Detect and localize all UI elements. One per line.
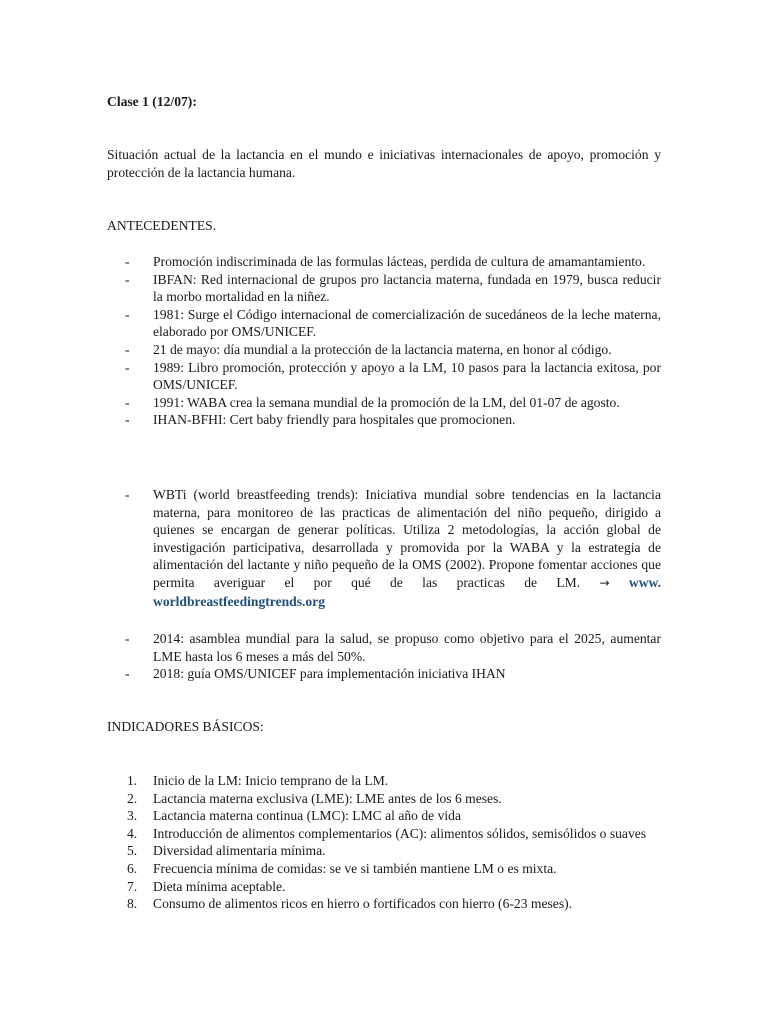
indicadores-list	[107, 772, 661, 913]
list-item	[107, 306, 661, 341]
list-item-wbti	[107, 486, 661, 610]
list-item	[107, 341, 661, 359]
list-item-text: Diversidad alimentaria mínima.	[153, 843, 326, 859]
list-marker: -	[125, 412, 130, 428]
list-item	[107, 860, 661, 878]
list-number: 8.	[127, 896, 138, 912]
list-marker: -	[125, 306, 130, 322]
list-number: 6.	[127, 860, 138, 876]
list-item	[107, 411, 661, 429]
list-item-text: Frecuencia mínima de comidas: se ve si también mantiene LM o es mixta.	[153, 860, 557, 876]
wbti-block	[107, 486, 661, 610]
list-item-text: Promoción indiscriminada de las formulas lácteas, perdida de cultura de amamantamiento.	[153, 254, 646, 269]
list-item	[107, 665, 661, 683]
list-marker: -	[125, 631, 130, 646]
list-item	[107, 253, 661, 271]
antecedentes-heading: ANTECEDENTES.	[107, 218, 217, 233]
list-marker: -	[125, 394, 130, 410]
list-item	[107, 630, 661, 665]
list-marker: -	[125, 487, 130, 502]
list-marker: -	[125, 271, 130, 287]
intro-paragraph: Situación actual de la lactancia en el mundo e iniciativas internacionales de apoyo, promoción y protección de la lactancia humana.	[107, 147, 661, 180]
list-number: 4.	[127, 825, 138, 841]
list-item-text: Introducción de alimentos complementarios (AC): alimentos sólidos, semisólidos o suaves	[153, 825, 647, 841]
list-item-text: 2018: guía OMS/UNICEF para implementación iniciativa IHAN	[153, 666, 506, 682]
list-item-text: Inicio de la LM: Inicio temprano de la LM.	[153, 773, 389, 788]
list-item-text: 1989: Libro promoción, protección y apoyo a la LM, 10 pasos para la lactancia exitosa, por OMS/UNICEF.	[153, 359, 661, 393]
list-marker: -	[125, 254, 130, 269]
list-marker: -	[125, 666, 130, 682]
list-item	[107, 825, 661, 843]
list-item	[107, 359, 661, 394]
list-item-text: IBFAN: Red internacional de grupos pro lactancia materna, fundada en 1979, busca reducir la morbo mortalidad en la niñez.	[153, 271, 661, 305]
list-item-text: 2014: asamblea mundial para la salud, se propuso como objetivo para el 2025, aumentar LME hasta los 6 meses a más del 50%.	[153, 631, 661, 664]
antecedentes-list	[107, 253, 661, 429]
list-item-text: 1981: Surge el Código internacional de comercialización de sucedáneos de la leche materna, elaborado por OMS/UNICEF.	[153, 306, 661, 340]
list-item	[107, 772, 661, 790]
indicadores-heading: INDICADORES BÁSICOS:	[107, 719, 264, 734]
list-item	[107, 878, 661, 896]
list-number: 5.	[127, 843, 138, 859]
list-number: 2.	[127, 790, 138, 806]
page-title: Clase 1 (12/07):	[107, 94, 197, 109]
wbti-link[interactable]: www. worldbreastfeedingtrends.org	[153, 574, 661, 609]
list-item	[107, 790, 661, 808]
list-item	[107, 842, 661, 860]
list-item-text: Lactancia materna continua (LMC): LMC al año de vida	[153, 808, 462, 824]
list-marker: -	[125, 359, 130, 375]
list-marker: -	[125, 341, 130, 357]
list-item-text: Dieta mínima aceptable.	[153, 878, 286, 894]
list-item	[107, 807, 661, 825]
list-item-text: IHAN-BFHI: Cert baby friendly para hospitales que promocionen.	[153, 412, 516, 428]
list-item-text: Consumo de alimentos ricos en hierro o fortificados con hierro (6-23 meses).	[153, 896, 573, 912]
wbti-text: WBTi (world breastfeeding trends): Iniciativa mundial sobre tendencias en la lactancia materna, para monitoreo de las practicas de alimentación del niño pequeño, dirigido a quienes se encargan de generar políticas. Utiliza 2 metodologías, la acción global de investigación participativa, desarrollada y promovida por la WABA y la estrategia de alimentación del lactante y niño pequeño de la OMS (2002). Propone fomentar acciones que permita averiguar el por qué de las practicas de LM.	[153, 487, 661, 590]
list-item-text: Lactancia materna exclusiva (LME): LME antes de los 6 meses.	[153, 790, 502, 806]
antecedentes-list-2	[107, 630, 661, 683]
list-number: 7.	[127, 878, 138, 894]
list-number: 1.	[127, 773, 138, 788]
right-arrow-icon: →	[599, 575, 610, 590]
list-item	[107, 895, 661, 913]
list-number: 3.	[127, 808, 138, 824]
list-item	[107, 271, 661, 306]
list-item	[107, 394, 661, 412]
list-item-text: 21 de mayo: día mundial a la protección de la lactancia materna, en honor al código.	[153, 341, 612, 357]
list-item-text: 1991: WABA crea la semana mundial de la promoción de la LM, del 01-07 de agosto.	[153, 394, 620, 410]
